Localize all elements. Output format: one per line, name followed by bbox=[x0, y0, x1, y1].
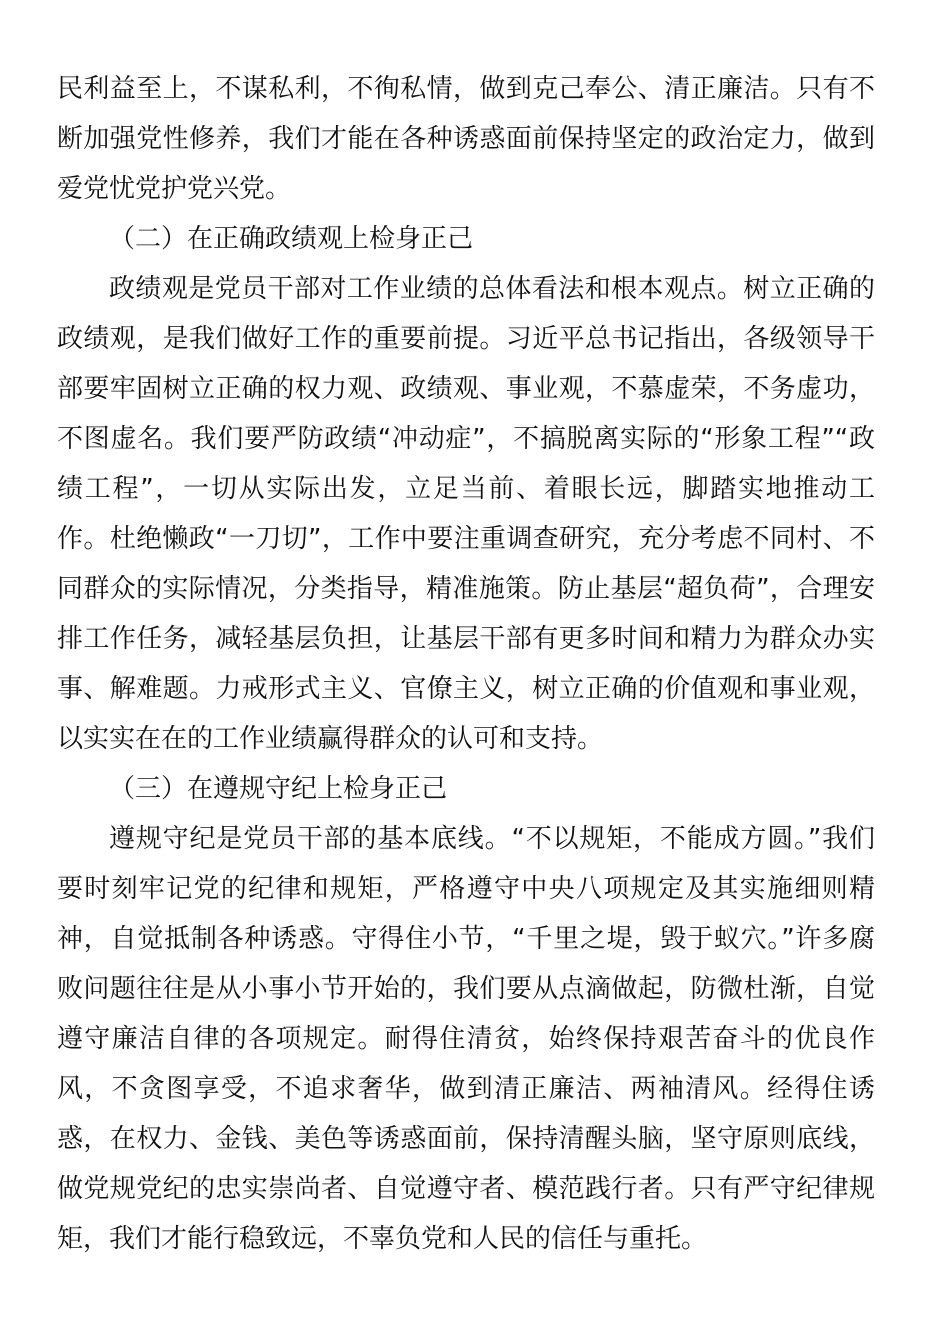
document-body bbox=[57, 64, 875, 1264]
section-heading-3: （三）在遵规守纪上检身正己 bbox=[109, 774, 448, 804]
paragraph-performance-view: 政绩观是党员干部对工作业绩的总体看法和根本观点。树立正确的政绩观，是我们做好工作的重要前提。习近平总书记指出，各级领导干部要牢固树立正确的权力观、政绩观、事业观，不慕虚荣，不务虚功，不图虚名。我们要严防政绩“冲动症”，不搞脱离实际的“形象工程”“政绩工程”，一切从实际出发，立足当前、着眼长远，脚踏实地推动工作。杜绝懒政“一刀切”，工作中要注重调查研究，充分考虑不同村、不同群众的实际情况，分类指导，精准施策。防止基层“超负荷”，合理安排工作任务，减轻基层负担，让基层干部有更多时间和精力为群众办实事、解难题。力戒形式主义、官僚主义，树立正确的价值观和事业观，以实实在在的工作业绩赢得群众的认可和支持。 bbox=[57, 274, 875, 754]
section-heading-2: （二）在正确政绩观上检身正己 bbox=[109, 224, 474, 254]
paragraph-discipline: 遵规守纪是党员干部的基本底线。“不以规矩，不能成方圆。”我们要时刻牢记党的纪律和规矩，严格遵守中央八项规定及其实施细则精神，自觉抵制各种诱惑。守得住小节，“千里之堤，毁于蚁穴。”许多腐败问题往往是从小事小节开始的，我们要从点滴做起，防微杜渐，自觉遵守廉洁自律的各项规定。耐得住清贫，始终保持艰苦奋斗的优良作风，不贪图享受，不追求奢华，做到清正廉洁、两袖清风。经得住诱惑，在权力、金钱、美色等诱惑面前，保持清醒头脑，坚守原则底线，做党规党纪的忠实崇尚者、自觉遵守者、模范践行者。只有严守纪律规矩，我们才能行稳致远，不辜负党和人民的信任与重托。 bbox=[57, 824, 875, 1254]
paragraph-continuation: 民利益至上，不谋私利，不徇私情，做到克己奉公、清正廉洁。只有不断加强党性修养，我们才能在各种诱惑面前保持坚定的政治定力，做到爱党忧党护党兴党。 bbox=[57, 74, 875, 204]
